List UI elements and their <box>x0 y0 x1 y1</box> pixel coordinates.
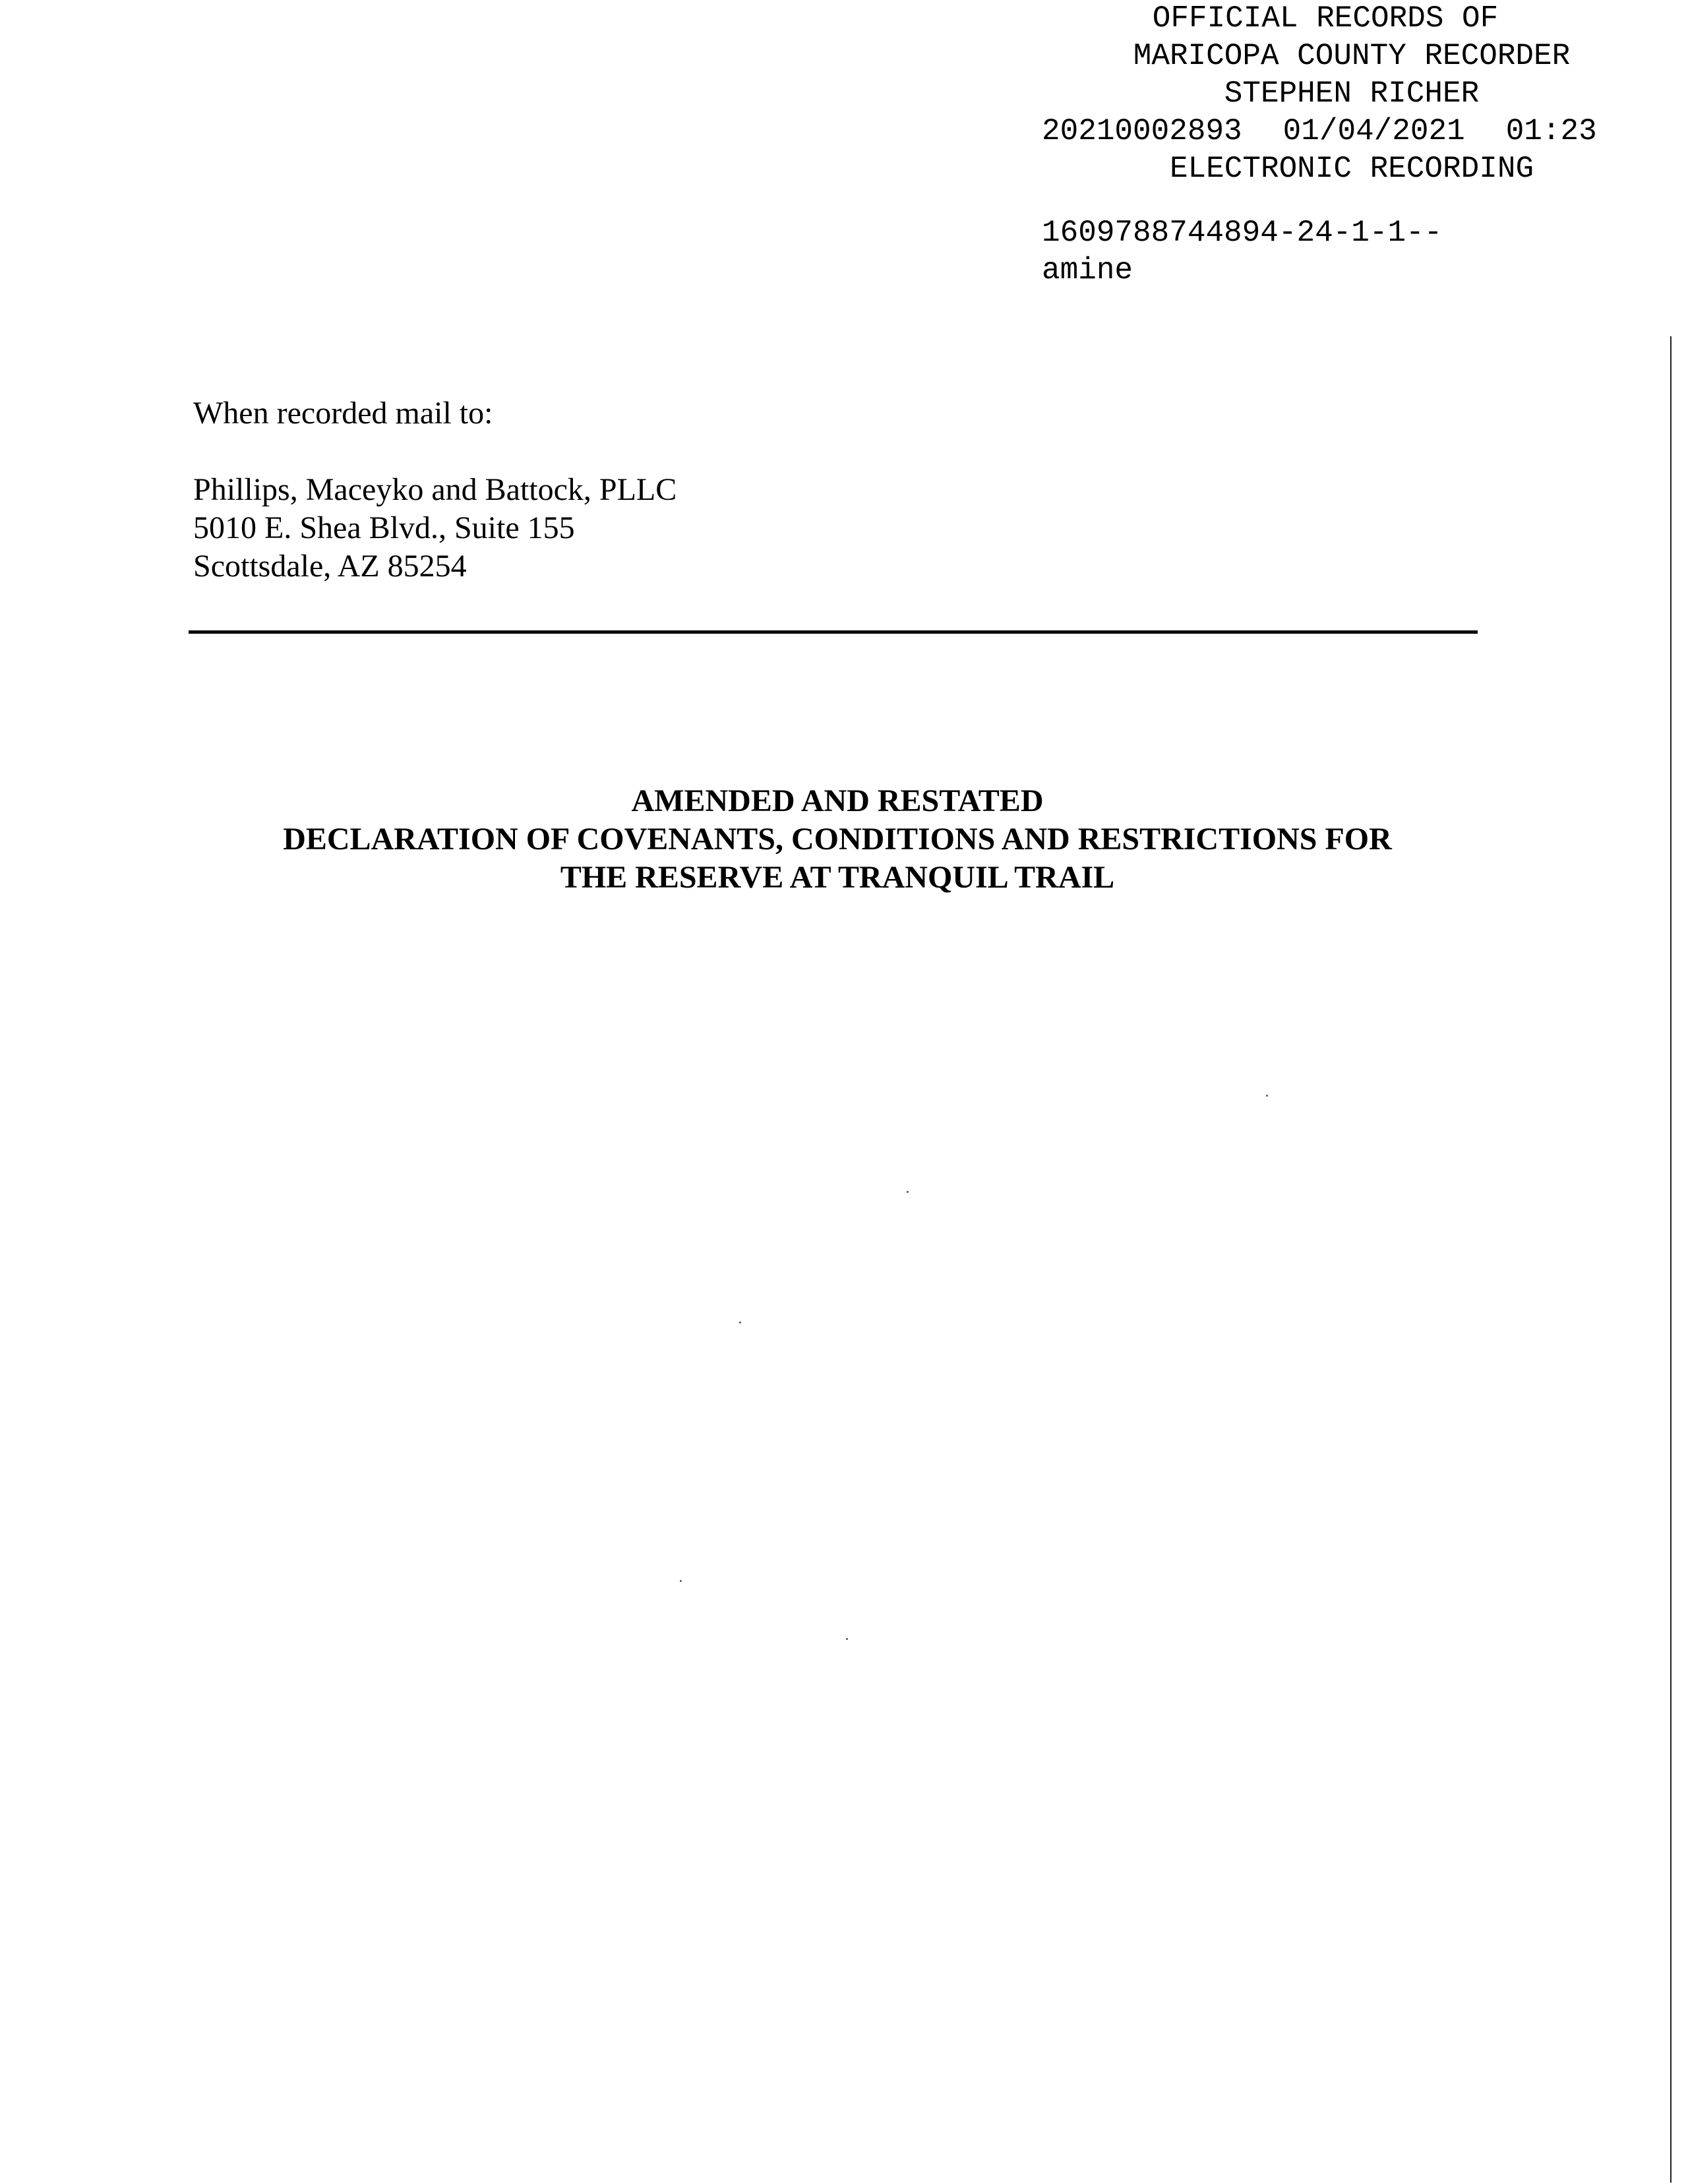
document-title <box>171 782 1503 897</box>
scan-speck <box>739 1321 741 1323</box>
record-number: 20210002893 <box>1042 114 1242 148</box>
record-time: 01:23 <box>1505 114 1597 148</box>
stamp-line-electronic-recording: ELECTRONIC RECORDING <box>1169 152 1534 186</box>
mail-to-city: Scottsdale, AZ 85254 <box>193 549 467 584</box>
scan-speck <box>846 1638 848 1640</box>
recording-id-line-2: amine <box>1042 253 1133 288</box>
mail-to-block <box>193 394 677 586</box>
recorder-stamp <box>1015 0 1688 289</box>
title-line-1: AMENDED AND RESTATED <box>631 783 1044 818</box>
stamp-line-recorder-name: STEPHEN RICHER <box>1224 76 1480 111</box>
horizontal-rule <box>189 630 1478 634</box>
scan-speck <box>680 1580 682 1582</box>
recording-id <box>1042 214 1688 289</box>
stamp-record-line <box>1042 113 1688 150</box>
stamp-line-official-records: OFFICIAL RECORDS OF <box>1152 1 1499 36</box>
title-line-3: THE RESERVE AT TRANQUIL TRAIL <box>560 860 1115 895</box>
mail-to-label: When recorded mail to: <box>193 396 493 431</box>
title-line-2: DECLARATION OF COVENANTS, CONDITIONS AND RESTRICTIONS FOR <box>283 822 1392 857</box>
stamp-line-county-recorder: MARICOPA COUNTY RECORDER <box>1133 39 1571 73</box>
scan-speck <box>1266 1095 1268 1097</box>
recording-id-line-1: 1609788744894-24-1-1-- <box>1042 216 1443 250</box>
record-date: 01/04/2021 <box>1282 114 1465 148</box>
mail-to-name: Phillips, Maceyko and Battock, PLLC <box>193 472 677 507</box>
scan-edge-line <box>1670 336 1672 2183</box>
scan-speck <box>907 1191 909 1193</box>
mail-to-street: 5010 E. Shea Blvd., Suite 155 <box>193 510 575 545</box>
mail-to-address <box>193 471 677 586</box>
